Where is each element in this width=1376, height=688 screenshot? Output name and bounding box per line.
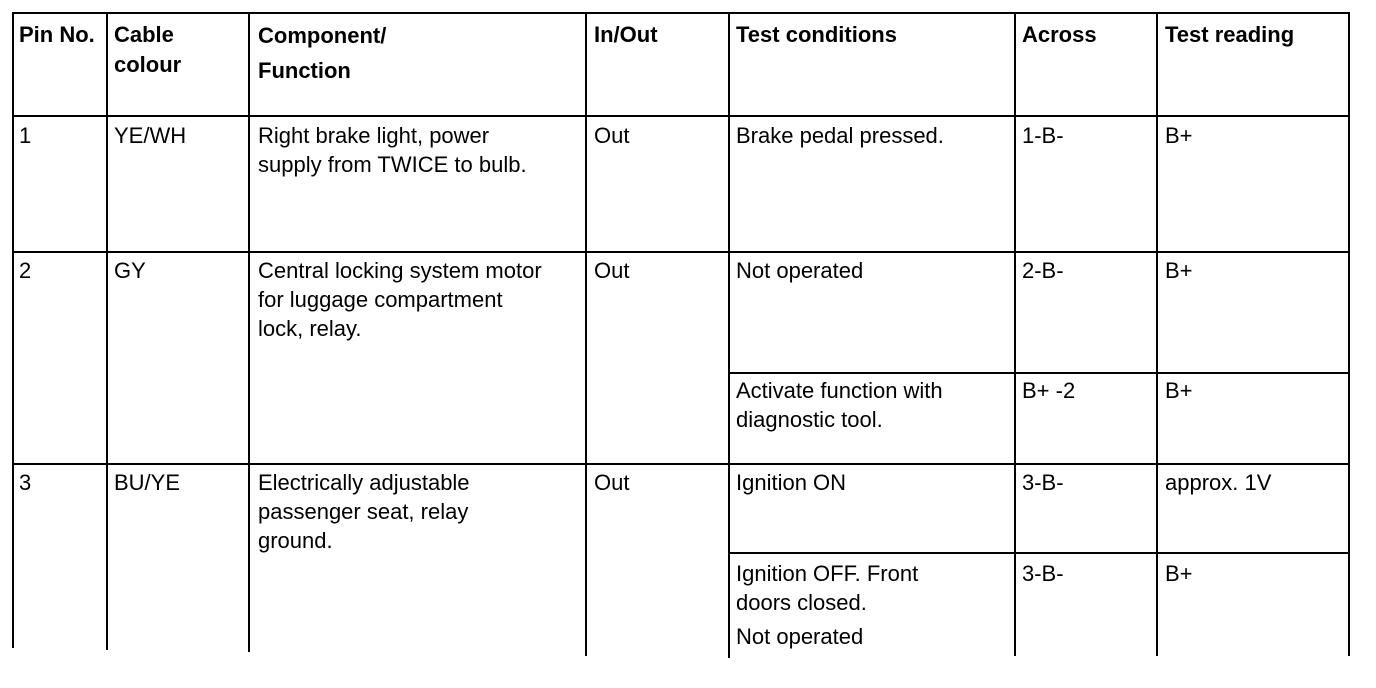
header-test-conditions: Test conditions (736, 22, 897, 47)
header-across: Across (1022, 22, 1097, 47)
row-2-condition-2: Activate function with diagnostic tool. (736, 378, 943, 432)
column-border-5 (1014, 12, 1016, 656)
row-3-across-1: 3-B- (1022, 470, 1064, 495)
row-2-subrow-border (730, 372, 1350, 374)
header-component-function: Component/ Function (258, 23, 387, 83)
table-top-border (12, 12, 1350, 14)
header-cable-colour: Cable colour (114, 22, 182, 77)
column-border-left (12, 12, 14, 648)
row-2-reading-1: B+ (1165, 258, 1193, 283)
row-1-pin: 1 (19, 123, 32, 148)
row-3-condition-2: Ignition OFF. Front doors closed. (736, 561, 919, 615)
header-bottom-border (12, 115, 1350, 117)
row-2-in-out: Out (594, 258, 630, 283)
row-1-reading: B+ (1165, 123, 1193, 148)
row-1-condition: Brake pedal pressed. (736, 123, 944, 148)
row-3-in-out: Out (594, 470, 630, 495)
row-2-colour: GY (114, 258, 146, 283)
row-3-colour: BU/YE (114, 470, 181, 495)
row-3-condition-note: Not operated (736, 624, 864, 649)
row-2-across-2: B+ -2 (1022, 378, 1076, 403)
row-1-across: 1-B- (1022, 123, 1064, 148)
row-2-across-1: 2-B- (1022, 258, 1064, 283)
row-1-component: Right brake light, power supply from TWICE to bulb. (258, 123, 527, 177)
row-2-pin: 2 (19, 258, 32, 283)
row-3-reading-1: approx. 1V (1165, 470, 1272, 495)
column-border-1 (106, 12, 108, 650)
column-border-3 (585, 12, 587, 656)
column-border-4 (728, 12, 730, 658)
row-3-across-2: 3-B- (1022, 561, 1064, 586)
header-in-out: In/Out (594, 22, 658, 47)
header-test-reading: Test reading (1165, 22, 1295, 47)
row-2-component: Central locking system motor for luggage compartment lock, relay. (258, 258, 542, 341)
row-2-reading-2: B+ (1165, 378, 1193, 403)
row-1-bottom-border (12, 251, 1350, 253)
row-1-colour: YE/WH (114, 123, 187, 148)
column-border-6 (1156, 12, 1158, 656)
column-border-2 (248, 12, 250, 652)
column-border-right (1348, 12, 1350, 656)
row-2-bottom-border (12, 463, 1350, 465)
row-3-subrow-border (730, 552, 1350, 554)
header-pin-no: Pin No. (19, 22, 95, 47)
row-3-pin: 3 (19, 470, 32, 495)
row-3-reading-2: B+ (1165, 561, 1193, 586)
row-1-in-out: Out (594, 123, 630, 148)
row-2-condition-1: Not operated (736, 258, 864, 283)
row-3-condition-1: Ignition ON (736, 470, 847, 495)
row-3-component: Electrically adjustable passenger seat, relay ground. (258, 470, 470, 553)
